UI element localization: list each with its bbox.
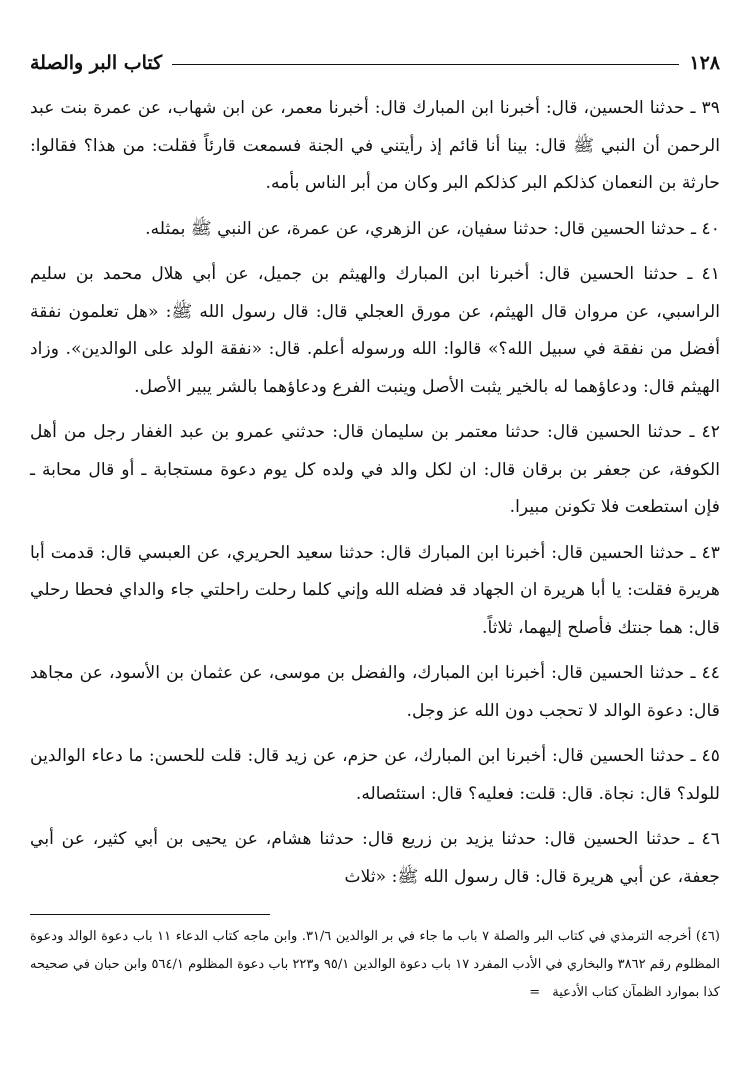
hadith-40: ٤٠ ـ حدثنا الحسين قال: حدثنا سفيان، عن الزهري، عن عمرة، عن النبي ﷺ بمثله. [145,218,720,239]
page-number: ١٢٨ [689,52,720,74]
hadith-43: ٤٣ ـ حدثنا الحسين قال: أخبرنا ابن المبارك قال: حدثنا سعيد الحريري، عن العبسي قال: قدمت أبا هريرة فقلت: يا أبا هريرة ان الجهاد قد فضله الله وإني كلما رحلت راحلتي جاء والداي فحطا رحلي قال: هما جنتك فأصلح إليهما، ثلاثاً. [30,542,720,638]
hadith-42: ٤٢ ـ حدثنا الحسين قال: حدثنا معتمر بن سليمان قال: حدثني عمرو بن عبد الغفار رجل من أهل الكوفة، عن جعفر بن برقان قال: ان لكل والد في ولده كل يوم دعوة مستجابة ـ أو قال محابة ـ فإن استطعت فلا تكونن مبيرا. [30,422,720,517]
footnote-text: (٤٦) أخرجه الترمذي في كتاب البر والصلة ٧ باب ما جاء في بر الوالدين ٣١/٦. وابن ماجه كتاب الدعاء ١١ باب دعوة الوالد ودعوة المظلوم رقم ٣٨٦٢ والبخاري في الأدب المفرد ١٧ باب دعوة الوالدين ٩٥/١ و٢٢٣ باب دعوة المظلوم ٥٦٤/١ وابن حبان في صحيحه كذا بموارد الظمآن كتاب الأدعية [30,929,720,1000]
hadith-45: ٤٥ ـ حدثنا الحسين قال: أخبرنا ابن المبارك، عن حزم، عن زيد قال: قلت للحسن: ما دعاء الوالدين للولد؟ قال: نجاة. قال: قلت: فعليه؟ قال: استئصاله. [30,746,720,804]
footnote [30,923,720,1007]
footnote-continuation-mark: = [529,985,541,1000]
hadith-39: ٣٩ ـ حدثنا الحسين، قال: أخبرنا ابن المبارك قال: أخبرنا معمر، عن ابن شهاب، عن عمرة بنت عبد الرحمن أن النبي ﷺ قال: بينا أنا قائم إذ رأيتني في الجنة فسمعت قارئاً فقلت: من هذا؟ فقالوا: حارثة بن النعمان كذلكم البر كذلكم البر وكان من أبر الناس بأمه. [30,98,720,193]
hadith-46: ٤٦ ـ حدثنا الحسين قال: حدثنا يزيد بن زريع قال: حدثنا هشام، عن يحيى بن أبي كثير، عن أبي جعفة، عن أبي هريرة قال: قال رسول الله ﷺ: «ثلاث [30,829,720,887]
header-rule [172,64,679,65]
running-header [30,40,720,74]
book-title: كتاب البر والصلة [30,52,163,74]
footnote-separator [30,914,270,915]
hadith-41: ٤١ ـ حدثنا الحسين قال: أخبرنا ابن المبارك والهيثم بن جميل، عن أبي هلال محمد بن سليم الراسبي، عن مروان قال الهيثم، عن مورق العجلي قال: قال رسول الله ﷺ: «هل تعلمون نفقة أفضل من نفقة في سبيل الله؟» قالوا: الله ورسوله أعلم. قال: «نفقة الولد على الوالدين». وزاد الهيثم قال: ودعاؤهما له بالخير يثبت الأصل وينبت الفرع ودعاؤهما بالشر يبير الأصل. [30,264,720,397]
hadith-44: ٤٤ ـ حدثنا الحسين قال: أخبرنا ابن المبارك، والفضل بن موسى، عن عثمان بن الأسود، عن مجاهد قال: دعوة الوالد لا تحجب دون الله عز وجل. [30,663,720,721]
book-page [30,40,720,1060]
